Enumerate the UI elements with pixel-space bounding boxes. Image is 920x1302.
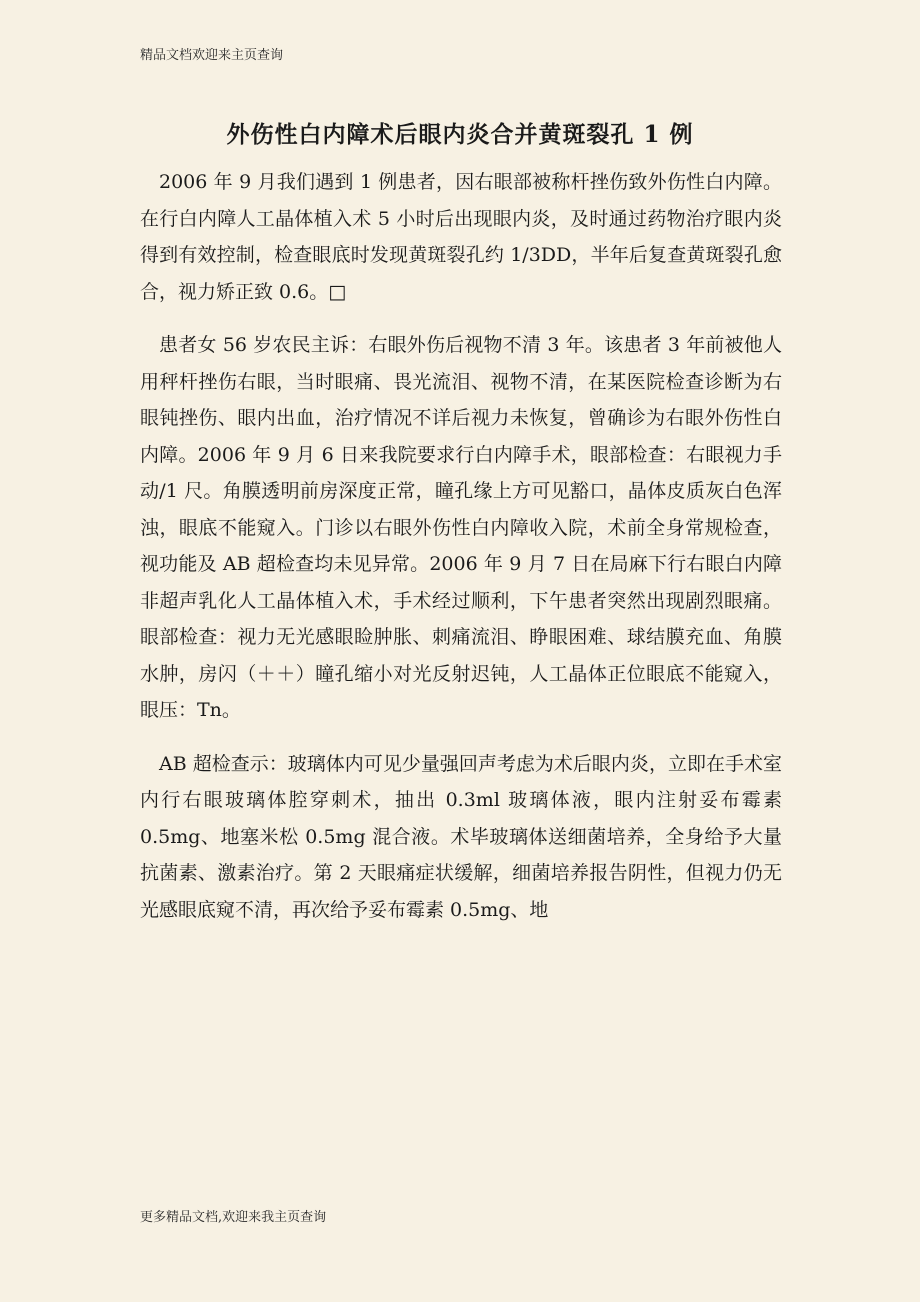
document-body bbox=[140, 164, 782, 928]
page-footer: 更多精品文档,欢迎来我主页查询 bbox=[140, 1210, 327, 1225]
document-title: 外伤性白内障术后眼内炎合并黄斑裂孔 1 例 bbox=[226, 121, 694, 148]
paragraph-summary: 2006 年 9 月我们遇到 1 例患者，因右眼部被称杆挫伤致外伤性白内障。在行白内障人工晶体植入术 5 小时后出现眼内炎，及时通过药物治疗眼内炎得到有效控制，检查眼底时发现黄斑裂孔约 1/3DD，半年后复查黄斑裂孔愈合，视力矫正致 0.6。□ bbox=[140, 171, 782, 303]
paragraph-treatment: AB 超检查示：玻璃体内可见少量强回声考虑为术后眼内炎，立即在手术室内行右眼玻璃体腔穿刺术，抽出 0.3ml 玻璃体液，眼内注射妥布霉素 0.5mg、地塞米松 0.5mg 混合液。术毕玻璃体送细菌培养，全身给予大量抗菌素、激素治疗。第 2 天眼痛症状缓解，细菌培养报告阴性，但视力仍无光感眼底窥不清，再次给予妥布霉素 0.5mg、地 bbox=[140, 752, 782, 921]
paragraph-case-history: 患者女 56 岁农民主诉：右眼外伤后视物不清 3 年。该患者 3 年前被他人用秤杆挫伤右眼，当时眼痛、畏光流泪、视物不清，在某医院检查诊断为右眼钝挫伤、眼内出血，治疗情况不详后视力未恢复，曾确诊为右眼外伤性白内障。2006 年 9 月 6 日来我院要求行白内障手术，眼部检查：右眼视力手动/1 尺。角膜透明前房深度正常，瞳孔缘上方可见豁口，晶体皮质灰白色浑浊，眼底不能窥入。门诊以右眼外伤性白内障收入院，术前全身常规检查，视功能及 AB 超检查均未见异常。2006 年 9 月 7 日在局麻下行右眼白内障非超声乳化人工晶体植入术，手术经过顺利，下午患者突然出现剧烈眼痛。眼部检查：视力无光感眼睑肿胀、刺痛流泪、睁眼困难、球结膜充血、角膜水肿，房闪（＋＋）瞳孔缩小对光反射迟钝，人工晶体正位眼底不能窥入，眼压：Tn。 bbox=[140, 334, 782, 721]
page-header: 精品文档欢迎来主页查询 bbox=[140, 48, 284, 63]
